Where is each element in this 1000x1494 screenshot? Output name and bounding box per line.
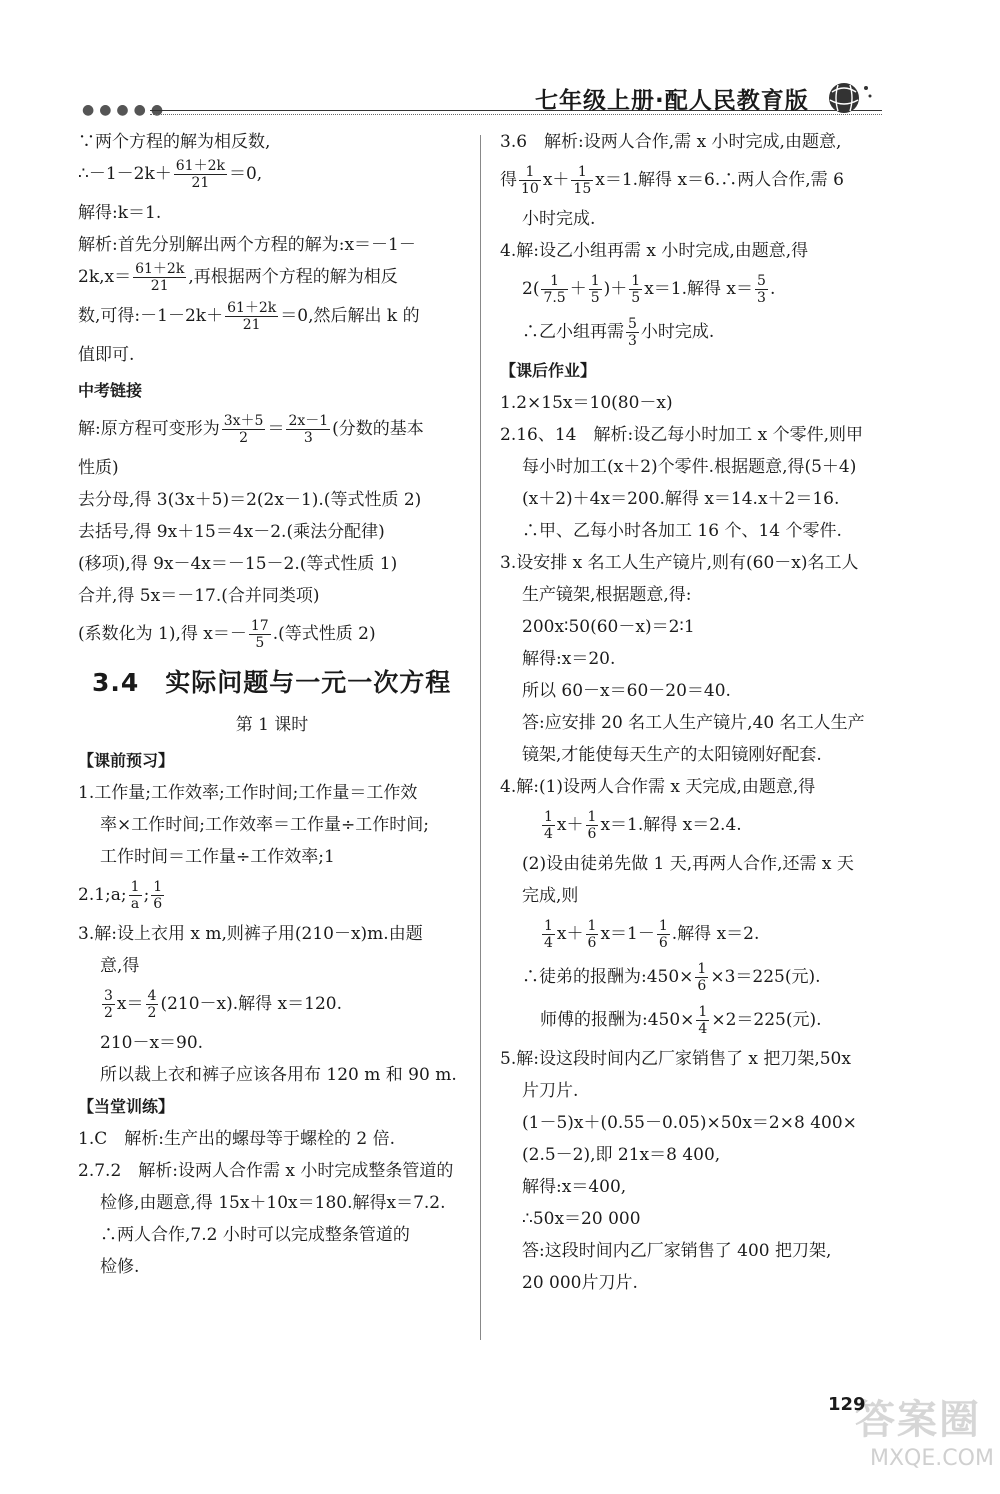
text-line: 1.2×15x＝10(80－x) <box>500 393 673 413</box>
text-line: 合并,得 5x＝－17.(合并同类项) <box>78 586 320 606</box>
text-line: 检修. <box>100 1257 140 1277</box>
text-line: (2)设由徒弟先做 1 天,再两人合作,还需 x 天 <box>522 854 854 874</box>
equation-line: 2.1;a; $\frac{1}{a}$ ; $\frac{1}{6}$ <box>78 879 163 912</box>
text-line: 1.C 解析:生产出的螺母等于螺栓的 2 倍. <box>78 1129 395 1149</box>
text-line: 200x∶50(60－x)＝2∶1 <box>522 617 695 637</box>
watermark-logo: 答案圈 <box>855 1397 981 1443</box>
text-line: ∴两人合作,7.2 小时可以完成整条管道的 <box>100 1225 410 1245</box>
text-line: ∴甲、乙每小时各加工 16 个、14 个零件. <box>522 521 842 541</box>
text-line: 4.解:(1)设两人合作需 x 天完成,由题意,得 <box>500 777 816 797</box>
section-heading-preview: 【课前预习】 <box>78 751 175 770</box>
text-line: 解得:k＝1. <box>78 203 162 223</box>
text-line: 去分母,得 3(3x＋5)＝2(2x－1).(等式性质 2) <box>78 490 422 510</box>
section-heading-practice: 【当堂训练】 <box>78 1097 175 1116</box>
text-line: 每小时加工(x＋2)个零件.根据题意,得(5＋4) <box>522 457 857 477</box>
text-line: ∵两个方程的解为相反数, <box>78 132 271 152</box>
text-line: 4.解:设乙小组再需 x 小时完成,由题意,得 <box>500 241 809 261</box>
header-dots: ●●●●● <box>82 102 169 118</box>
text-line: 解得:x＝20. <box>522 649 616 669</box>
text-line: (移项),得 9x－4x＝－15－2.(等式性质 1) <box>78 554 398 574</box>
text-line: (1－5)x＋(0.55－0.05)×50x＝2×8 400× <box>522 1113 857 1133</box>
section-heading-zhongkao: 中考链接 <box>78 381 143 400</box>
equation-line: ∴乙小组再需 $\frac{5}{3}$ 小时完成. <box>522 316 715 349</box>
equation-line: 师傅的报酬为:450× $\frac{1}{4}$ ×2＝225(元). <box>540 1004 822 1037</box>
ball-logo-icon <box>824 80 874 116</box>
text-line: 5.解:设这段时间内乙厂家销售了 x 把刀架,50x <box>500 1049 851 1069</box>
text-line: 完成,则 <box>522 886 579 906</box>
watermark-url: MXQE.COM <box>870 1446 994 1471</box>
text-line: 生产镜架,根据题意,得: <box>522 585 692 605</box>
equation-line: ∴徒弟的报酬为:450× $\frac{1}{6}$ ×3＝225(元). <box>522 961 821 994</box>
text-line: 值即可. <box>78 345 135 365</box>
text-line: 2.7.2 解析:设两人合作需 x 小时完成整条管道的 <box>78 1161 454 1181</box>
text-line: 3.解:设上衣用 x m,则裤子用(210－x)m.由题 <box>78 924 423 944</box>
equation-line: $\frac{3}{2}$ x＝ $\frac{4}{2}$ (210－x).解得 x＝120. <box>104 988 342 1021</box>
left-column <box>78 126 466 1283</box>
lesson-label: 第 1 课时 <box>235 715 309 735</box>
equation-line: 解:原方程可变形为 $\frac{3x+5}{2}$ ＝ $\frac{2x-1}{3}$ (分数的基本 <box>78 413 424 446</box>
text-line: 性质) <box>78 458 119 478</box>
page-number: 129 <box>828 1394 866 1415</box>
section-title: 3.4 实际问题与一元一次方程 <box>92 668 452 697</box>
text-line: 镜架,才能使每天生产的太阳镜刚好配套. <box>522 745 822 765</box>
text-line: 所以 60－x＝60－20＝40. <box>522 681 731 701</box>
text-line: 率×工作时间;工作效率＝工作量÷工作时间; <box>100 815 429 835</box>
text-line: 答:这段时间内乙厂家销售了 400 把刀架, <box>522 1241 832 1261</box>
right-column <box>500 126 900 1299</box>
text-line: 1.工作量;工作效率;工作时间;工作量＝工作效 <box>78 783 418 803</box>
equation-line: ∴－1－2k＋ $\frac{61+2k}{21}$ ＝0, <box>78 158 263 191</box>
text-line: 3.6 解析:设两人合作,需 x 小时完成,由题意, <box>500 132 842 152</box>
text-line: 解得:x＝400, <box>522 1177 627 1197</box>
text-line: 片刀片. <box>522 1081 579 1101</box>
equation-line: $\frac{1}{4}$ x＋ $\frac{1}{6}$ x＝1.解得 x＝2.4. <box>544 809 742 842</box>
text-line: (x＋2)＋4x＝200.解得 x＝14.x＋2＝16. <box>522 489 840 509</box>
text-line: 3.设安排 x 名工人生产镜片,则有(60－x)名工人 <box>500 553 859 573</box>
text-line: 检修,由题意,得 15x＋10x＝180.解得x＝7.2. <box>100 1193 446 1213</box>
text-line: 意,得 <box>100 956 140 976</box>
text-line: 工作时间＝工作量÷工作效率;1 <box>100 847 335 867</box>
text-line: 2.16、14 解析:设乙每小时加工 x 个零件,则甲 <box>500 425 864 445</box>
text-line: 答:应安排 20 名工人生产镜片,40 名工人生产 <box>522 713 865 733</box>
text-line: ∴50x＝20 000 <box>522 1209 641 1229</box>
equation-line: 2k,x＝ $\frac{61+2k}{21}$ ,再根据两个方程的解为相反 <box>78 261 398 294</box>
text-line: 20 000片刀片. <box>522 1273 638 1293</box>
equation-line: 数,可得:－1－2k＋ $\frac{61+2k}{21}$ ＝0,然后解出 k 的 <box>78 300 420 333</box>
text-line: 小时完成. <box>522 209 596 229</box>
equation-line: (系数化为 1),得 x＝－ $\frac{17}{5}$ .(等式性质 2) <box>78 618 376 651</box>
text-line: 210－x＝90. <box>100 1033 204 1053</box>
text-line: 解析:首先分别解出两个方程的解为:x＝－1－ <box>78 235 416 255</box>
equation-line: $\frac{1}{4}$ x＋ $\frac{1}{6}$ x＝1－ $\frac{1}{6}$ .解得 x＝2. <box>544 918 760 951</box>
equation-line: 得 $\frac{1}{10}$ x＋ $\frac{1}{15}$ x＝1.解得 x＝6.∴两人合作,需 6 <box>500 164 844 197</box>
header-title: 七年级上册·配人民教育版 <box>535 88 809 114</box>
column-divider <box>480 135 481 1340</box>
section-heading-homework: 【课后作业】 <box>500 361 597 380</box>
text-line: 所以裁上衣和裤子应该各用布 120 m 和 90 m. <box>100 1065 457 1085</box>
text-line: (2.5－2),即 21x＝8 400, <box>522 1145 721 1165</box>
equation-line: 2( $\frac{1}{7.5}$ ＋ $\frac{1}{5}$ )＋ $\frac{1}{5}$ x＝1.解得 x＝ $\frac{5}{3}$ . <box>522 273 776 306</box>
text-line: 去括号,得 9x＋15＝4x－2.(乘法分配律) <box>78 522 385 542</box>
